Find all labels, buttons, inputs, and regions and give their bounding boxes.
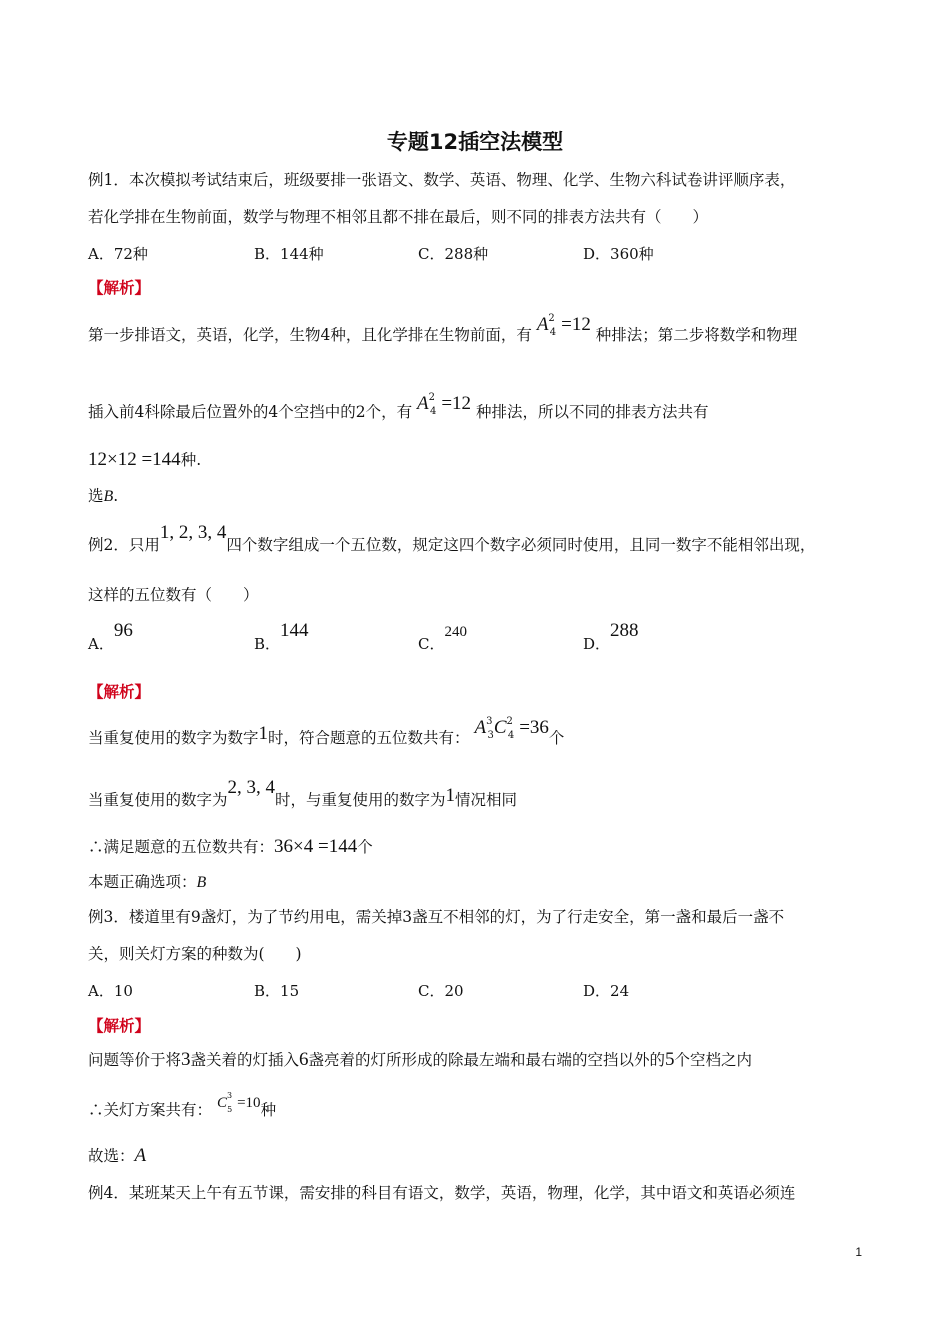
ex1-option-b: B．144种: [254, 245, 324, 263]
ex1-s2-sub: 4: [430, 406, 437, 417]
ex2-s2-text-a: 当重复使用的数字为: [88, 791, 228, 809]
ex1-solution-line1: [88, 313, 798, 348]
ex3-s1-text-c: 盏亮着的灯所形成的除最左端和最右端的空挡以外的: [308, 1051, 666, 1069]
ex2-s1-text-c: 个: [548, 729, 565, 747]
ex2-opt-b-label: B．: [254, 635, 281, 653]
ex2-s1-A: A: [474, 717, 487, 738]
ex2-option-a: [88, 620, 133, 653]
ex1-s2-text-a: 插入前4科除最后位置外的4个空挡中的2个，有: [88, 403, 413, 421]
ex1-answer-label: 选: [88, 487, 104, 505]
ex2-q1-text-a: 例2．只用: [88, 536, 160, 554]
ex3-answer: [88, 1146, 146, 1166]
ex2-s1-digit: 1: [258, 723, 269, 744]
ex2-s1-eq: =36: [519, 717, 549, 738]
ex3-s2-eq: =10: [237, 1095, 261, 1111]
ex3-s2-text-b: 种: [260, 1101, 277, 1119]
ex1-answer-choice: B: [103, 488, 114, 505]
ex2-analysis-tag: 【解析】: [88, 682, 151, 701]
ex1-s2-text-b: 种排法，所以不同的排表方法共有: [475, 403, 709, 421]
ex1-option-d: D．360种: [583, 245, 654, 263]
ex2-s1-C-sup: 2: [506, 716, 513, 727]
ex3-s1-text-a: 问题等价于将: [88, 1051, 182, 1069]
page-title: 专题12插空法模型: [386, 130, 564, 154]
ex2-option-c: [418, 620, 467, 653]
ex2-opt-c-value: 240: [444, 624, 467, 640]
ex1-solution-line2: [88, 392, 709, 425]
ex2-s1-C: C: [493, 717, 507, 738]
ex1-s1-text-a: 第一步排语文，英语，化学，生物4种，且化学排在生物前面，有: [88, 326, 532, 344]
ex2-s1-A-sup: 3: [486, 716, 493, 727]
ex1-answer: [88, 486, 118, 507]
ex2-s1-A-sub: 3: [487, 730, 494, 741]
ex2-s1-text-b: 时，符合题意的五位数共有：: [268, 729, 470, 747]
ex1-question-line1: 例1．本次模拟考试结束后，班级要排一张语文、数学、英语、物理、化学、生物六科试卷讲评顺序表，: [88, 171, 796, 189]
ex2-q1-digits: 1, 2, 3, 4: [159, 522, 227, 543]
ex2-solution-line1: [88, 716, 565, 751]
ex1-analysis-tag: 【解析】: [88, 278, 151, 297]
ex1-s1-sup: 2: [548, 313, 555, 324]
ex2-s1-C-sub: 4: [507, 730, 515, 741]
ex1-s2-A: A: [417, 393, 429, 414]
ex1-s2-eq: =12: [441, 393, 472, 414]
page-number: 1: [855, 1245, 862, 1259]
ex1-s1-A: A: [536, 314, 549, 335]
ex2-s3-text-a: ∴满足题意的五位数共有：: [88, 838, 275, 856]
ex2-q1-text-b: 四个数字组成一个五位数，规定这四个数字必须同时使用，且同一数字不能相邻出现，: [226, 536, 816, 554]
ex1-s1-eq: =12: [561, 314, 591, 335]
ex3-answer-label: 故选：: [88, 1147, 135, 1165]
ex3-s2-C-sub: 5: [227, 1105, 233, 1114]
ex2-s2-text-c: 情况相同: [455, 791, 518, 809]
ex3-s1-num3: 5: [665, 1049, 675, 1070]
ex3-question-line1: 例3．楼道里有9盏灯，为了节约用电，需关掉3盏互不相邻的灯，为了行走安全，第一盏和最后一盏不: [88, 908, 785, 926]
ex2-answer-choice: B: [196, 874, 207, 891]
ex1-s1-sub: 4: [549, 327, 557, 338]
ex3-s2-C-sup: 3: [226, 1091, 233, 1100]
ex2-opt-a-value: 96: [113, 620, 133, 641]
ex2-solution-line3: [88, 837, 373, 857]
ex3-option-d: D．24: [583, 982, 630, 1000]
ex4-question-line1: 例4．某班某天上午有五节课，需安排的科目有语文，数学，英语，物理，化学，其中语文和英语必须连: [88, 1184, 796, 1202]
ex1-option-c: C．288种: [418, 245, 489, 263]
ex2-s3-text-b: 个: [357, 838, 373, 856]
ex2-s3-math: 36×4 =144: [274, 836, 358, 857]
ex1-option-a: A．72种: [88, 245, 148, 263]
ex2-opt-c-label: C．: [418, 635, 445, 653]
ex2-s2-digit: 1: [445, 785, 456, 806]
ex3-s1-num1: 3: [181, 1049, 191, 1070]
ex3-s2-C: C: [216, 1095, 227, 1111]
ex1-s2-sup: 2: [428, 392, 436, 403]
ex1-s1-text-b: 种排法；第二步将数学和物理: [595, 326, 798, 344]
ex3-option-c: C．20: [418, 982, 464, 1000]
ex2-answer: [88, 872, 206, 893]
ex3-option-b: B．15: [254, 982, 300, 1000]
ex2-opt-a-label: A．: [88, 635, 114, 653]
ex2-question-line2: 这样的五位数有（ ）: [88, 586, 259, 604]
ex2-s1-text-a: 当重复使用的数字为数字: [88, 729, 259, 747]
ex2-question-line1: [88, 522, 816, 555]
ex2-opt-b-value: 144: [280, 620, 309, 641]
ex2-opt-d-value: 288: [610, 620, 639, 641]
ex1-s3-text: 种.: [180, 451, 202, 469]
ex2-option-d: [583, 620, 639, 653]
ex1-question-line2: 若化学排在生物前面，数学与物理不相邻且都不排在最后，则不同的排表方法共有（ ）: [88, 208, 709, 226]
ex3-s1-text-d: 个空档之内: [674, 1051, 753, 1069]
ex2-option-b: [254, 620, 309, 653]
ex3-solution-line1: [88, 1050, 752, 1070]
ex3-s2-text-a: ∴关灯方案共有：: [88, 1101, 213, 1119]
ex1-answer-period: .: [113, 487, 119, 505]
ex1-s3-math: 12×12 =144: [88, 449, 181, 470]
ex2-answer-label: 本题正确选项：: [88, 873, 197, 891]
ex3-answer-choice: A: [134, 1145, 147, 1166]
ex2-solution-line2: [88, 777, 518, 810]
ex3-option-a: A．10: [88, 982, 133, 1000]
ex2-s2-text-b: 时，与重复使用的数字为: [275, 791, 446, 809]
ex2-opt-d-label: D．: [583, 635, 611, 653]
ex3-s1-num2: 6: [299, 1049, 309, 1070]
ex3-question-line2: 关，则关灯方案的种数为( ): [88, 945, 302, 963]
ex3-analysis-tag: 【解析】: [88, 1016, 151, 1035]
ex2-s2-digits: 2, 3, 4: [227, 777, 276, 798]
ex3-s1-text-b: 盏关着的灯插入: [190, 1051, 300, 1069]
ex1-solution-line3: [88, 450, 201, 470]
ex3-solution-line2: [88, 1091, 277, 1123]
